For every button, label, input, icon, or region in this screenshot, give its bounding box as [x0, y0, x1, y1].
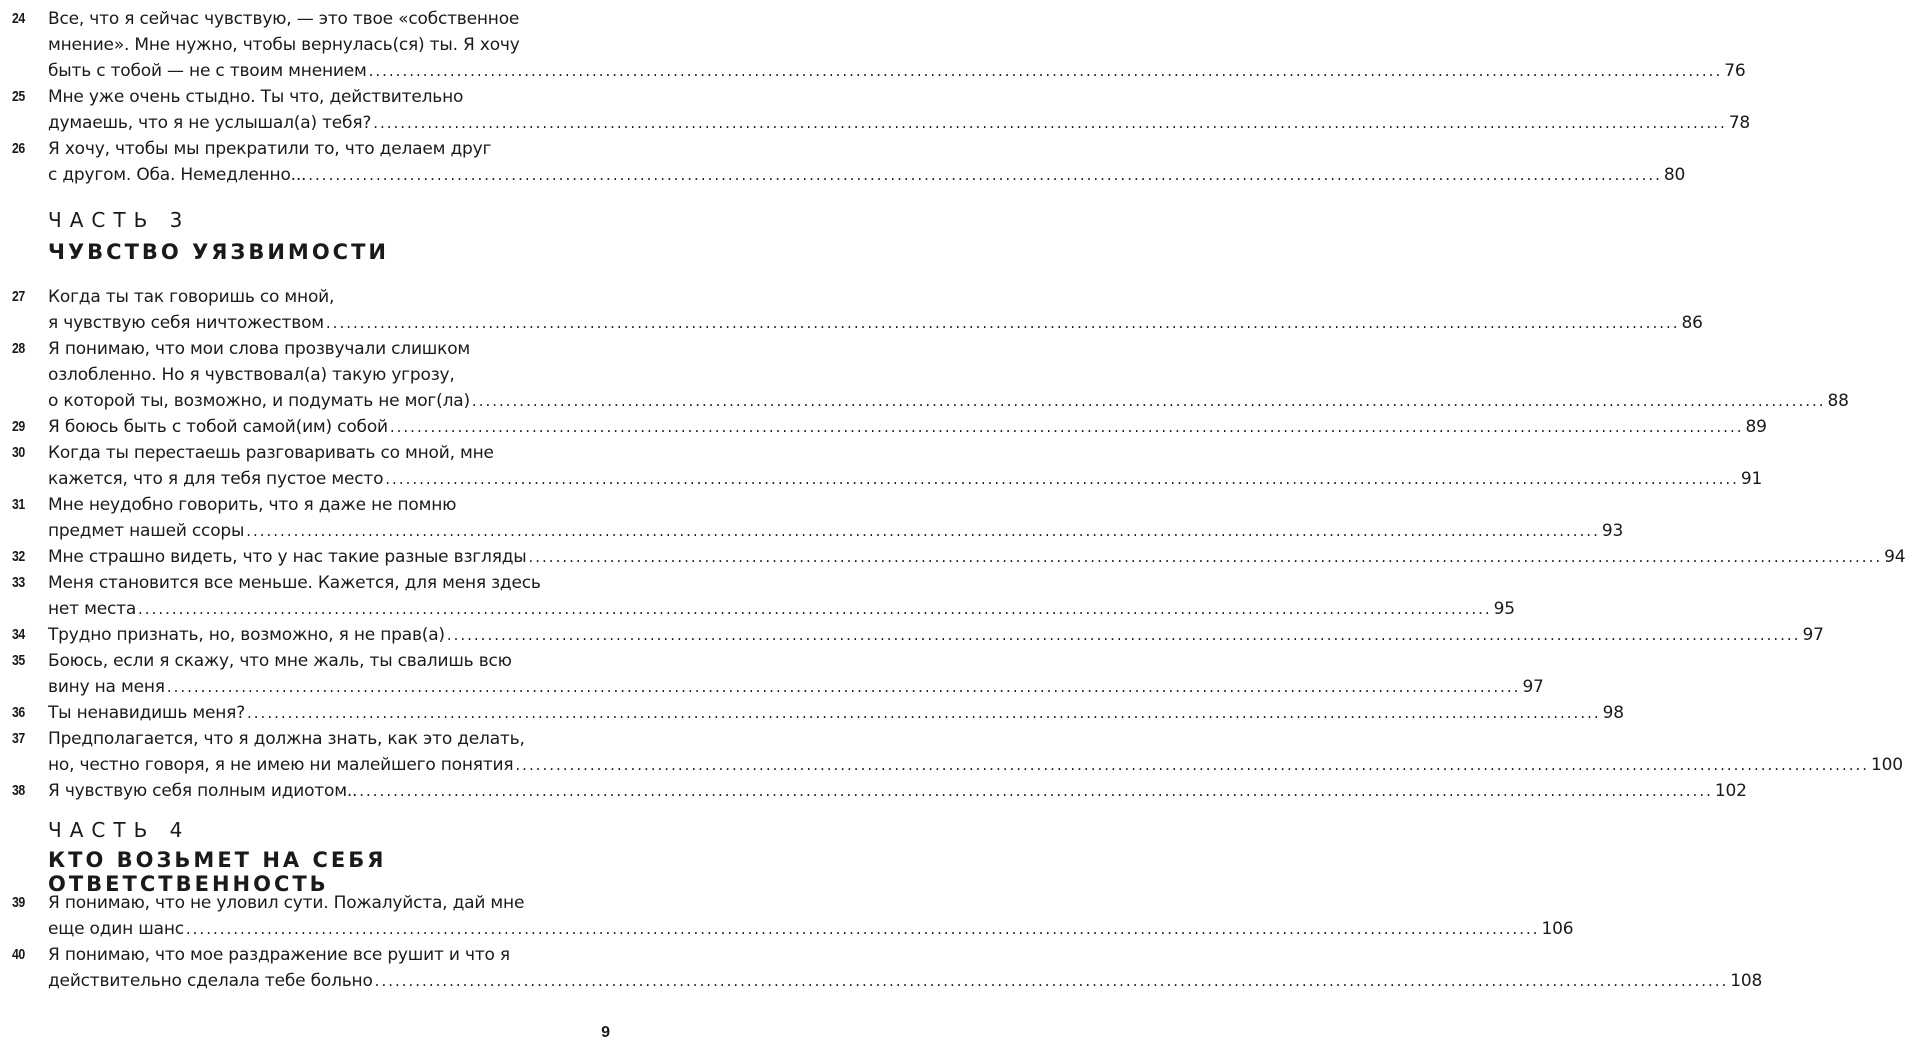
leader-dots: ........................................................................................................................................................................................................ — [359, 782, 1713, 800]
entry-title-line: Я хочу, чтобы мы прекратили то, что делаем друг — [48, 139, 492, 159]
entry-title-text: Ты ненавидишь меня? — [48, 703, 246, 723]
entry-title-line: Я понимаю, что мои слова прозвучали слишком — [48, 339, 471, 359]
entry-title-text: Я боюсь быть с тобой самой(им) собой — [48, 417, 388, 437]
entry-title-text: действительно сделала тебе больно — [48, 971, 373, 991]
entry-number: 27 — [12, 288, 25, 305]
entry-title-text: быть с тобой — не с твоим мнением — [48, 61, 367, 81]
entry-title-text: нет места — [48, 599, 137, 619]
entry-number: 26 — [12, 140, 25, 157]
entry-title-line: Когда ты перестаешь разговаривать со мной, мне — [48, 443, 494, 463]
entry-title — [48, 440, 1763, 492]
entry-title-line — [48, 700, 1624, 726]
entry-title-text: вину на меня — [48, 677, 165, 697]
leader-dots: ........................................................................................................................................................................................................ — [471, 392, 1826, 410]
entry-title-text: но, честно говоря, я не имею ни малейшего понятия — [48, 755, 514, 775]
entry-title-text: Трудно признать, но, возможно, я не прав(а) — [48, 625, 445, 645]
entry-number: 38 — [12, 782, 25, 799]
entry-title — [48, 700, 1624, 726]
entry-title-line — [48, 110, 1751, 136]
entry-number: 28 — [12, 340, 25, 357]
leader-dots: ........................................................................................................................................................................................................ — [385, 470, 1739, 488]
leader-dots: ........................................................................................................................................................................................................ — [515, 756, 1870, 774]
entry-title — [48, 414, 1767, 440]
entry-title-line — [48, 622, 1824, 648]
entry-title-text: думаешь, что я не услышал(а) тебя? — [48, 113, 372, 133]
entry-title-line — [48, 752, 1903, 778]
leader-dots: ........................................................................................................................................................................................................ — [166, 678, 1521, 696]
entry-title-line: озлобленно. Но я чувствовал(а) такую угрозу, — [48, 365, 455, 385]
entry-page-number: 76 — [1724, 61, 1746, 81]
entry-page-number: 106 — [1541, 919, 1574, 939]
page-number: 9 — [601, 1024, 610, 1041]
entry-number: 33 — [12, 574, 25, 591]
entry-title — [48, 544, 1905, 570]
leader-dots: ........................................................................................................................................................................................................ — [446, 626, 1801, 644]
leader-dots: ........................................................................................................................................................................................................ — [528, 548, 1883, 566]
entry-page-number: 78 — [1728, 113, 1751, 133]
entry-title-line — [48, 466, 1763, 492]
entry-title — [48, 570, 1515, 622]
entry-number: 25 — [12, 88, 25, 105]
entry-page-number: 97 — [1522, 677, 1544, 697]
entry-title-line: мнение». Мне нужно, чтобы вернулась(ся) ты. Я хочу — [48, 35, 520, 55]
entry-number: 30 — [12, 444, 25, 461]
entry-title — [48, 890, 1574, 942]
entry-title-text: я чувствую себя ничтожеством — [48, 313, 324, 333]
entry-title — [48, 6, 1746, 84]
entry-number: 40 — [12, 946, 25, 963]
entry-title — [48, 942, 1763, 994]
part-3-title: ЧУВСТВО УЯЗВИМОСТИ — [48, 240, 389, 264]
entry-title — [48, 492, 1624, 544]
entry-title-line — [48, 162, 1686, 188]
entry-title-text: еще один шанс — [48, 919, 184, 939]
entry-title — [48, 336, 1849, 414]
entry-number: 35 — [12, 652, 25, 669]
entry-page-number: 97 — [1802, 625, 1824, 645]
entry-page-number: 102 — [1714, 781, 1747, 801]
entry-title-line: Я понимаю, что мое раздражение все рушит и что я — [48, 945, 510, 965]
entry-number: 24 — [12, 10, 25, 27]
entry-page-number: 108 — [1730, 971, 1763, 991]
entry-number: 39 — [12, 894, 25, 911]
entry-title-text: Мне страшно видеть, что у нас такие разные взгляды — [48, 547, 527, 567]
leader-dots: ........................................................................................................................................................................................................ — [389, 418, 1744, 436]
entry-title-line — [48, 778, 1747, 804]
entry-title — [48, 622, 1824, 648]
leader-dots: ........................................................................................................................................................................................................ — [138, 600, 1492, 618]
entry-title — [48, 84, 1751, 136]
entry-title-line — [48, 968, 1763, 994]
entry-page-number: 91 — [1740, 469, 1763, 489]
entry-number: 31 — [12, 496, 25, 513]
entry-number: 37 — [12, 730, 25, 747]
part-4-title: КТО ВОЗЬМЕТ НА СЕБЯ ОТВЕТСТВЕННОСТЬ — [48, 848, 387, 896]
part-3-label: ЧАСТЬ 3 — [48, 208, 191, 232]
entry-title — [48, 778, 1747, 804]
entry-title — [48, 284, 1703, 336]
entry-title-line — [48, 596, 1515, 622]
entry-title-text: кажется, что я для тебя пустое место — [48, 469, 384, 489]
entry-page-number: 86 — [1681, 313, 1703, 333]
leader-dots: ........................................................................................................................................................................................................ — [325, 314, 1680, 332]
entry-title-line — [48, 544, 1905, 570]
entry-title-line — [48, 414, 1767, 440]
entry-title-line — [48, 518, 1624, 544]
entry-title-line: Когда ты так говоришь со мной, — [48, 287, 335, 307]
entry-title-line — [48, 310, 1703, 336]
entry-page-number: 93 — [1601, 521, 1624, 541]
leader-dots: ........................................................................................................................................................................................................ — [368, 62, 1723, 80]
entry-page-number: 98 — [1602, 703, 1624, 723]
entry-title — [48, 648, 1544, 700]
entry-title-line: Я понимаю, что не уловил сути. Пожалуйста, дай мне — [48, 893, 525, 913]
entry-title-text: с другом. Оба. Немедленно... — [48, 165, 307, 185]
entry-number: 36 — [12, 704, 25, 721]
entry-number: 34 — [12, 626, 25, 643]
entry-title-text: Я чувствую себя полным идиотом.. — [48, 781, 358, 801]
entry-title-line: Предполагается, что я должна знать, как это делать, — [48, 729, 525, 749]
entry-page-number: 88 — [1827, 391, 1849, 411]
entry-title-line — [48, 674, 1544, 700]
entry-title — [48, 726, 1903, 778]
entry-title-line — [48, 388, 1849, 414]
entry-title-line: Мне неудобно говорить, что я даже не помню — [48, 495, 457, 515]
entry-title-line — [48, 916, 1574, 942]
entry-page-number: 80 — [1663, 165, 1686, 185]
entry-page-number: 94 — [1884, 547, 1905, 567]
entry-title-line: Меня становится все меньше. Кажется, для меня здесь — [48, 573, 541, 593]
entry-page-number: 100 — [1871, 755, 1903, 775]
leader-dots: ........................................................................................................................................................................................................ — [246, 522, 1600, 540]
leader-dots: ........................................................................................................................................................................................................ — [308, 166, 1662, 184]
leader-dots: ........................................................................................................................................................................................................ — [247, 704, 1601, 722]
part-4-label: ЧАСТЬ 4 — [48, 818, 191, 842]
entry-title-text: предмет нашей ссоры — [48, 521, 245, 541]
entry-number: 29 — [12, 418, 25, 435]
entry-title-line: Мне уже очень стыдно. Ты что, действительно — [48, 87, 464, 107]
leader-dots: ........................................................................................................................................................................................................ — [374, 972, 1729, 990]
entry-title-line — [48, 58, 1746, 84]
entry-page-number: 95 — [1493, 599, 1515, 619]
entry-page-number: 89 — [1745, 417, 1767, 437]
entry-number: 32 — [12, 548, 25, 565]
entry-title — [48, 136, 1686, 188]
leader-dots: ........................................................................................................................................................................................................ — [185, 920, 1540, 938]
leader-dots: ........................................................................................................................................................................................................ — [373, 114, 1727, 132]
entry-title-text: о которой ты, возможно, и подумать не мог(ла) — [48, 391, 470, 411]
entry-title-line: Все, что я сейчас чувствую, — это твое «собственное — [48, 9, 520, 29]
entry-title-line: Боюсь, если я скажу, что мне жаль, ты свалишь всю — [48, 651, 512, 671]
